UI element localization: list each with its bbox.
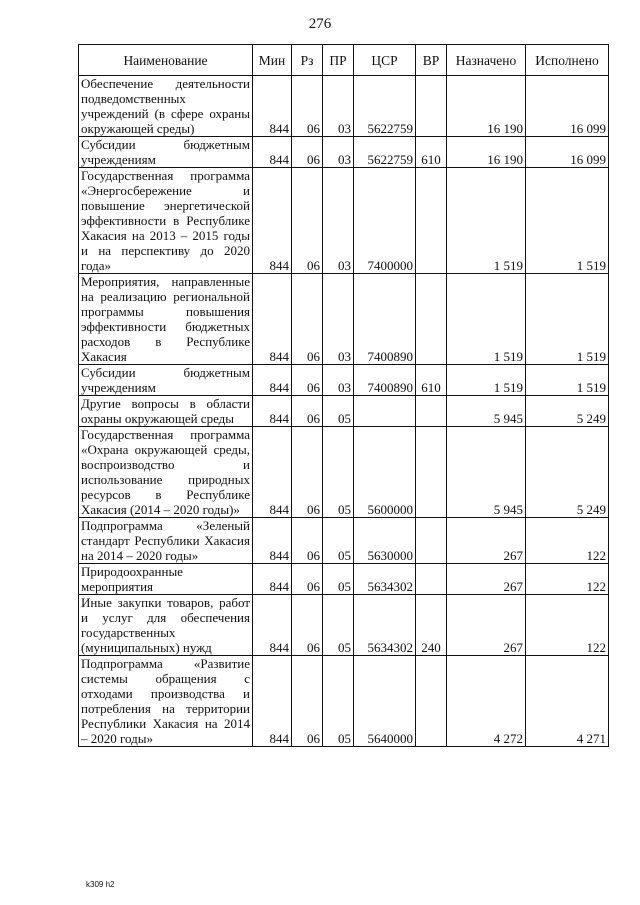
- page-footer-code: k309 h2: [86, 880, 115, 889]
- row-planned: 16 190: [447, 137, 526, 168]
- row-vr: 610: [416, 365, 447, 396]
- row-planned: 1 519: [447, 365, 526, 396]
- table-row: [79, 396, 609, 427]
- row-planned: 1 519: [447, 168, 526, 274]
- table-row: [79, 365, 609, 396]
- row-min: 844: [253, 365, 292, 396]
- table-row: [79, 76, 609, 137]
- row-pr: 05: [323, 595, 354, 656]
- row-csr: 5634302: [354, 595, 416, 656]
- row-name: Другие вопросы в области охраны окружающей среды: [79, 396, 253, 427]
- row-name: Субсидии бюджетным учреждениям: [79, 137, 253, 168]
- row-csr: 5600000: [354, 427, 416, 518]
- row-pr: 03: [323, 137, 354, 168]
- row-pr: 05: [323, 396, 354, 427]
- row-executed: 122: [526, 595, 609, 656]
- table-row: [79, 137, 609, 168]
- row-csr: 5622759: [354, 137, 416, 168]
- row-planned: 267: [447, 518, 526, 564]
- row-pr: 03: [323, 274, 354, 365]
- row-csr: 5634302: [354, 564, 416, 595]
- row-planned: 267: [447, 564, 526, 595]
- table-row: [79, 564, 609, 595]
- row-min: 844: [253, 595, 292, 656]
- col-header-rz: Рз: [292, 45, 323, 76]
- row-rz: 06: [292, 595, 323, 656]
- row-pr: 03: [323, 168, 354, 274]
- row-rz: 06: [292, 518, 323, 564]
- row-min: 844: [253, 396, 292, 427]
- row-csr: 5630000: [354, 518, 416, 564]
- row-executed: 16 099: [526, 137, 609, 168]
- row-name: Мероприятия, направленные на реализацию региональной программы повышения эффективности бюджетных расходов в Республике Хакасия: [79, 274, 253, 365]
- row-executed: 4 271: [526, 656, 609, 747]
- row-vr: [416, 564, 447, 595]
- row-executed: 1 519: [526, 168, 609, 274]
- row-min: 844: [253, 168, 292, 274]
- row-pr: 05: [323, 427, 354, 518]
- row-vr: [416, 168, 447, 274]
- row-vr: [416, 427, 447, 518]
- col-header-name: Наименование: [79, 45, 253, 76]
- row-planned: 4 272: [447, 656, 526, 747]
- row-csr: 5640000: [354, 656, 416, 747]
- row-min: 844: [253, 76, 292, 137]
- row-min: 844: [253, 518, 292, 564]
- table-row: [79, 518, 609, 564]
- row-planned: 267: [447, 595, 526, 656]
- row-vr: [416, 656, 447, 747]
- header-row: [79, 45, 609, 76]
- row-name: Иные закупки товаров, работ и услуг для обеспечения государственных (муниципальных) нужд: [79, 595, 253, 656]
- row-name: Субсидии бюджетным учреждениям: [79, 365, 253, 396]
- row-min: 844: [253, 427, 292, 518]
- col-header-csr: ЦСР: [354, 45, 416, 76]
- row-name: Государственная программа «Охрана окружающей среды, воспроизводство и использование природных ресурсов в Республике Хакасия (2014 – 2020 годы)»: [79, 427, 253, 518]
- row-planned: 1 519: [447, 274, 526, 365]
- row-min: 844: [253, 274, 292, 365]
- table-row: [79, 168, 609, 274]
- row-min: 844: [253, 137, 292, 168]
- row-rz: 06: [292, 656, 323, 747]
- row-name: Государственная программа «Энергосбережение и повышение энергетической эффективности в Республике Хакасия на 2013 – 2015 годы и на перспективу до 2020 года»: [79, 168, 253, 274]
- row-planned: 5 945: [447, 396, 526, 427]
- row-csr: 5622759: [354, 76, 416, 137]
- row-planned: 5 945: [447, 427, 526, 518]
- row-name: Обеспечение деятельности подведомственных учреждений (в сфере охраны окружающей среды): [79, 76, 253, 137]
- row-csr: 7400000: [354, 168, 416, 274]
- row-pr: 03: [323, 76, 354, 137]
- row-name: Подпрограмма «Развитие системы обращения с отходами производства и потребления на территории Республики Хакасия на 2014 – 2020 годы»: [79, 656, 253, 747]
- row-min: 844: [253, 656, 292, 747]
- row-name: Природоохранные мероприятия: [79, 564, 253, 595]
- row-vr: [416, 518, 447, 564]
- row-rz: 06: [292, 168, 323, 274]
- row-rz: 06: [292, 137, 323, 168]
- page-number: 276: [308, 16, 332, 32]
- col-header-executed: Исполнено: [526, 45, 609, 76]
- row-min: 844: [253, 564, 292, 595]
- budget-table: [78, 44, 609, 747]
- col-header-min: Мин: [253, 45, 292, 76]
- table-row: [79, 595, 609, 656]
- row-vr: 610: [416, 137, 447, 168]
- row-vr: [416, 396, 447, 427]
- table-row: [79, 274, 609, 365]
- row-vr: [416, 274, 447, 365]
- row-executed: 16 099: [526, 76, 609, 137]
- table-row: [79, 656, 609, 747]
- col-header-pr: ПР: [323, 45, 354, 76]
- row-executed: 122: [526, 518, 609, 564]
- row-rz: 06: [292, 274, 323, 365]
- row-executed: 122: [526, 564, 609, 595]
- row-rz: 06: [292, 564, 323, 595]
- col-header-vr: ВР: [416, 45, 447, 76]
- row-rz: 06: [292, 396, 323, 427]
- row-name: Подпрограмма «Зеленый стандарт Республики Хакасия на 2014 – 2020 годы»: [79, 518, 253, 564]
- row-csr: 7400890: [354, 274, 416, 365]
- row-csr: [354, 396, 416, 427]
- row-planned: 16 190: [447, 76, 526, 137]
- row-executed: 5 249: [526, 396, 609, 427]
- row-pr: 05: [323, 656, 354, 747]
- table-row: [79, 427, 609, 518]
- row-pr: 05: [323, 564, 354, 595]
- row-executed: 1 519: [526, 365, 609, 396]
- row-rz: 06: [292, 76, 323, 137]
- row-executed: 1 519: [526, 274, 609, 365]
- row-vr: [416, 76, 447, 137]
- row-csr: 7400890: [354, 365, 416, 396]
- row-rz: 06: [292, 427, 323, 518]
- row-rz: 06: [292, 365, 323, 396]
- row-vr: 240: [416, 595, 447, 656]
- row-executed: 5 249: [526, 427, 609, 518]
- row-pr: 05: [323, 518, 354, 564]
- col-header-planned: Назначено: [447, 45, 526, 76]
- row-pr: 03: [323, 365, 354, 396]
